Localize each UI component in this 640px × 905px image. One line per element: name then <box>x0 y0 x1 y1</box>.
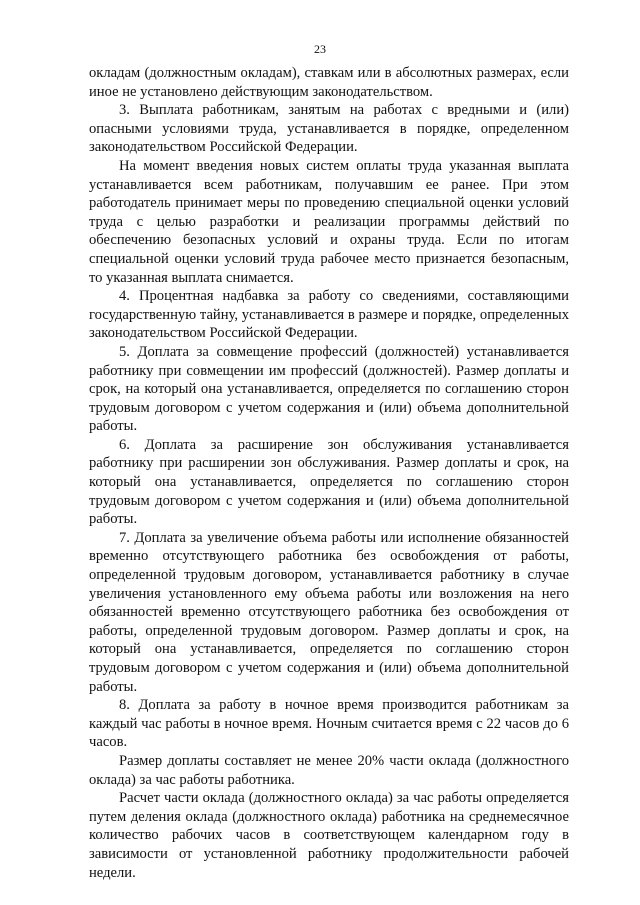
paragraph: Размер доплаты составляет не менее 20% части оклада (должностного оклада) за час работы работника. <box>89 752 569 788</box>
paragraph: 3. Выплата работникам, занятым на работах с вредными и (или) опасными условиями труда, устанавливается в порядке, определенном законодательством Российской Федерации. <box>89 102 569 156</box>
paragraph: 5. Доплата за совмещение профессий (должностей) устанавливается работнику при совмещении им профессий (должностей). Размер доплаты и срок, на который она устанавливается, определяется по соглашению сторон трудовым договором с учетом содержания и (или) объема дополнительной работы. <box>89 343 569 435</box>
page-number: 23 <box>314 42 326 56</box>
paragraph: 8. Доплата за работу в ночное время производится работникам за каждый час работы в ночное время. Ночным считается время с 22 часов до 6 часов. <box>89 697 569 751</box>
paragraph: 7. Доплата за увеличение объема работы или исполнение обязанностей временно отсутствующего работника без освобождения от работы, определенной трудовым договором, устанавливается работнику в случае увеличения установленного ему объема работы или возложения на него обязанностей временно отсутствующего работника без освобождения от работы, определенной трудовым договором. Размер доплаты и срок, на который она устанавливается, определяется по соглашению сторон трудовым договором с учетом содержания и (или) объема дополнительной работы. <box>89 529 569 695</box>
paragraph: 6. Доплата за расширение зон обслуживания устанавливается работнику при расширении зон обслуживания. Размер доплаты и срок, на который она устанавливается, определяется по соглашению сторон трудовым договором с учетом содержания и (или) объема дополнительной работы. <box>89 436 569 528</box>
paragraph: На момент введения новых систем оплаты труда указанная выплата устанавливается всем работникам, получавшим ее ранее. При этом работодатель принимает меры по проведению специальной оценки условий труда с целью разработки и реализации программы действий по обеспечению безопасных условий и охраны труда. Если по итогам специальной оценки условий труда рабочее место признается безопасным, то указанная выплата снимается. <box>89 157 569 286</box>
paragraph: окладам (должностным окладам), ставкам или в абсолютных размерах, если иное не установлено действующим законодательством. <box>89 65 569 100</box>
paragraph: 4. Процентная надбавка за работу со сведениями, составляющими государственную тайну, устанавливается в размере и порядке, определенных законодательством Российской Федерации. <box>89 288 569 342</box>
paragraph: Расчет части оклада (должностного оклада) за час работы определяется путем деления оклада (должностного оклада) работника на среднемесячное количество рабочих часов в соответствующем календарном году в зависимости от установленной работнику продолжительности рабочей недели. <box>89 790 569 881</box>
document-body <box>89 64 569 882</box>
